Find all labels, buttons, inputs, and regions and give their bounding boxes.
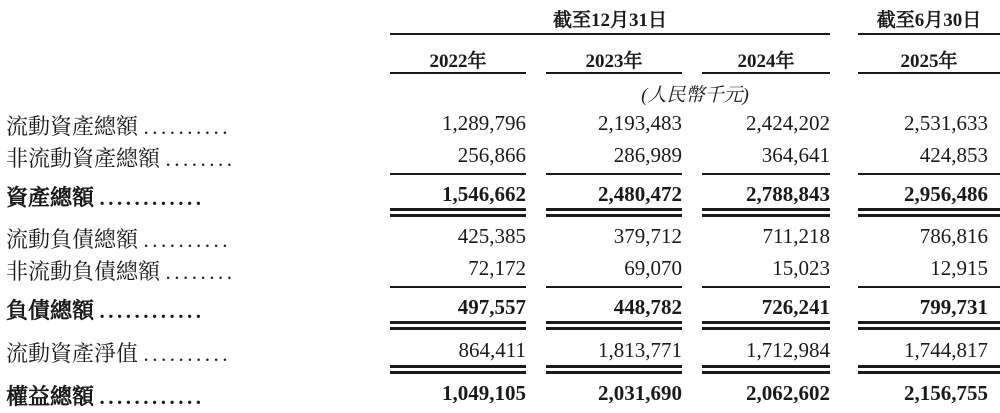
cell-total-equity-2022: 1,049,105 [442, 381, 526, 405]
cell-total-assets-2022: 1,546,662 [442, 182, 526, 206]
cell-noncurrent-assets-2025: 424,853 [919, 143, 988, 167]
group-header-jun: 截至6月30日 [876, 10, 982, 31]
year-header-2024: 2024年 [737, 51, 795, 72]
year-header-2022: 2022年 [429, 51, 487, 72]
cell-noncurrent-liabilities-2023: 69,070 [624, 256, 682, 280]
leader-dots: .......... [143, 115, 232, 139]
cell-noncurrent-liabilities-2024: 15,023 [772, 256, 830, 280]
cell-noncurrent-liabilities-2025: 12,915 [930, 256, 988, 280]
unit-caption: (人民幣千元) [641, 85, 749, 106]
total-double-rule-bottom [858, 214, 1000, 217]
total-double-rule-top [858, 208, 1000, 211]
subtotal-rule [858, 173, 1000, 175]
year-rule-2024 [702, 72, 830, 74]
leader-dots: ............ [99, 186, 205, 210]
cell-total-assets-2025: 2,956,486 [904, 182, 988, 206]
cell-total-liabilities-2023: 448,782 [613, 295, 682, 319]
cell-current-liabilities-2023: 379,712 [613, 224, 682, 248]
cell-total-liabilities-2022: 497,557 [457, 295, 526, 319]
row-label-noncurrent-liabilities: 非流動負債總額 ........ [6, 259, 236, 284]
total-double-rule-bottom [390, 214, 526, 217]
row-label-net-current-assets: 流動資產淨值 .......... [6, 341, 232, 366]
cell-net-current-assets-2022: 864,411 [458, 338, 526, 362]
leader-dots: ........ [165, 260, 236, 284]
row-label-current-liabilities: 流動負債總額 .......... [6, 227, 232, 252]
cell-total-assets-2024: 2,788,843 [746, 182, 830, 206]
total-double-rule-top [546, 365, 682, 368]
group-rule-jun [858, 33, 1000, 35]
leader-dots: .......... [143, 228, 232, 252]
year-header-2025: 2025年 [900, 51, 958, 72]
total-double-rule-bottom [390, 327, 526, 330]
cell-total-equity-2023: 2,031,690 [598, 381, 682, 405]
cell-net-current-assets-2024: 1,712,984 [746, 338, 830, 362]
cell-total-liabilities-2025: 799,731 [919, 295, 988, 319]
total-double-rule-top [390, 208, 526, 211]
total-double-rule-top [390, 365, 526, 368]
year-rule-2023 [546, 72, 682, 74]
year-header-2023: 2023年 [585, 51, 643, 72]
row-label-current-assets: 流動資產總額 .......... [6, 114, 232, 139]
subtotal-rule [546, 173, 682, 175]
total-double-rule-top [390, 321, 526, 324]
group-header-dec: 截至12月31日 [552, 10, 667, 31]
cell-current-liabilities-2025: 786,816 [919, 224, 988, 248]
cell-total-liabilities-2024: 726,241 [761, 295, 830, 319]
total-double-rule-top [702, 321, 830, 324]
cell-net-current-assets-2023: 1,813,771 [598, 338, 682, 362]
total-double-rule-bottom [546, 214, 682, 217]
cell-total-equity-2024: 2,062,602 [746, 381, 830, 405]
cell-current-liabilities-2022: 425,385 [457, 224, 526, 248]
row-label-noncurrent-assets: 非流動資產總額 ........ [6, 146, 236, 171]
total-double-rule-top [702, 208, 830, 211]
subtotal-rule [702, 286, 830, 288]
cell-current-assets-2022: 1,289,796 [442, 111, 526, 135]
cell-current-assets-2025: 2,531,633 [904, 111, 988, 135]
leader-dots: .......... [143, 342, 232, 366]
row-label-total-equity: 權益總額 ............ [6, 384, 205, 409]
total-double-rule-top [546, 321, 682, 324]
subtotal-rule [858, 286, 1000, 288]
group-rule-dec [390, 33, 830, 35]
total-double-rule-bottom [702, 327, 830, 330]
subtotal-rule [702, 173, 830, 175]
total-double-rule-top [858, 321, 1000, 324]
total-double-rule-top [858, 365, 1000, 368]
total-double-rule-bottom [702, 371, 830, 374]
total-double-rule-bottom [858, 327, 1000, 330]
row-label-total-assets: 資產總額 ............ [6, 185, 205, 210]
subtotal-rule [390, 286, 526, 288]
total-double-rule-bottom [858, 371, 1000, 374]
year-rule-2025 [858, 72, 1000, 74]
cell-current-assets-2024: 2,424,202 [746, 111, 830, 135]
cell-noncurrent-liabilities-2022: 72,172 [468, 256, 526, 280]
leader-dots: ........ [165, 147, 236, 171]
subtotal-rule [546, 286, 682, 288]
total-double-rule-bottom [702, 214, 830, 217]
leader-dots: ............ [99, 385, 205, 409]
cell-total-assets-2023: 2,480,472 [598, 182, 682, 206]
cell-noncurrent-assets-2024: 364,641 [761, 143, 830, 167]
total-double-rule-bottom [546, 327, 682, 330]
subtotal-rule [390, 173, 526, 175]
total-double-rule-top [702, 365, 830, 368]
total-double-rule-top [546, 208, 682, 211]
row-label-total-liabilities: 負債總額 ............ [6, 298, 205, 323]
leader-dots: ............ [99, 299, 205, 323]
cell-total-equity-2025: 2,156,755 [904, 381, 988, 405]
total-double-rule-bottom [546, 371, 682, 374]
cell-current-liabilities-2024: 711,218 [762, 224, 830, 248]
cell-current-assets-2023: 2,193,483 [598, 111, 682, 135]
cell-net-current-assets-2025: 1,744,817 [904, 338, 988, 362]
cell-noncurrent-assets-2023: 286,989 [613, 143, 682, 167]
cell-noncurrent-assets-2022: 256,866 [457, 143, 526, 167]
year-rule-2022 [390, 72, 526, 74]
total-double-rule-bottom [390, 371, 526, 374]
